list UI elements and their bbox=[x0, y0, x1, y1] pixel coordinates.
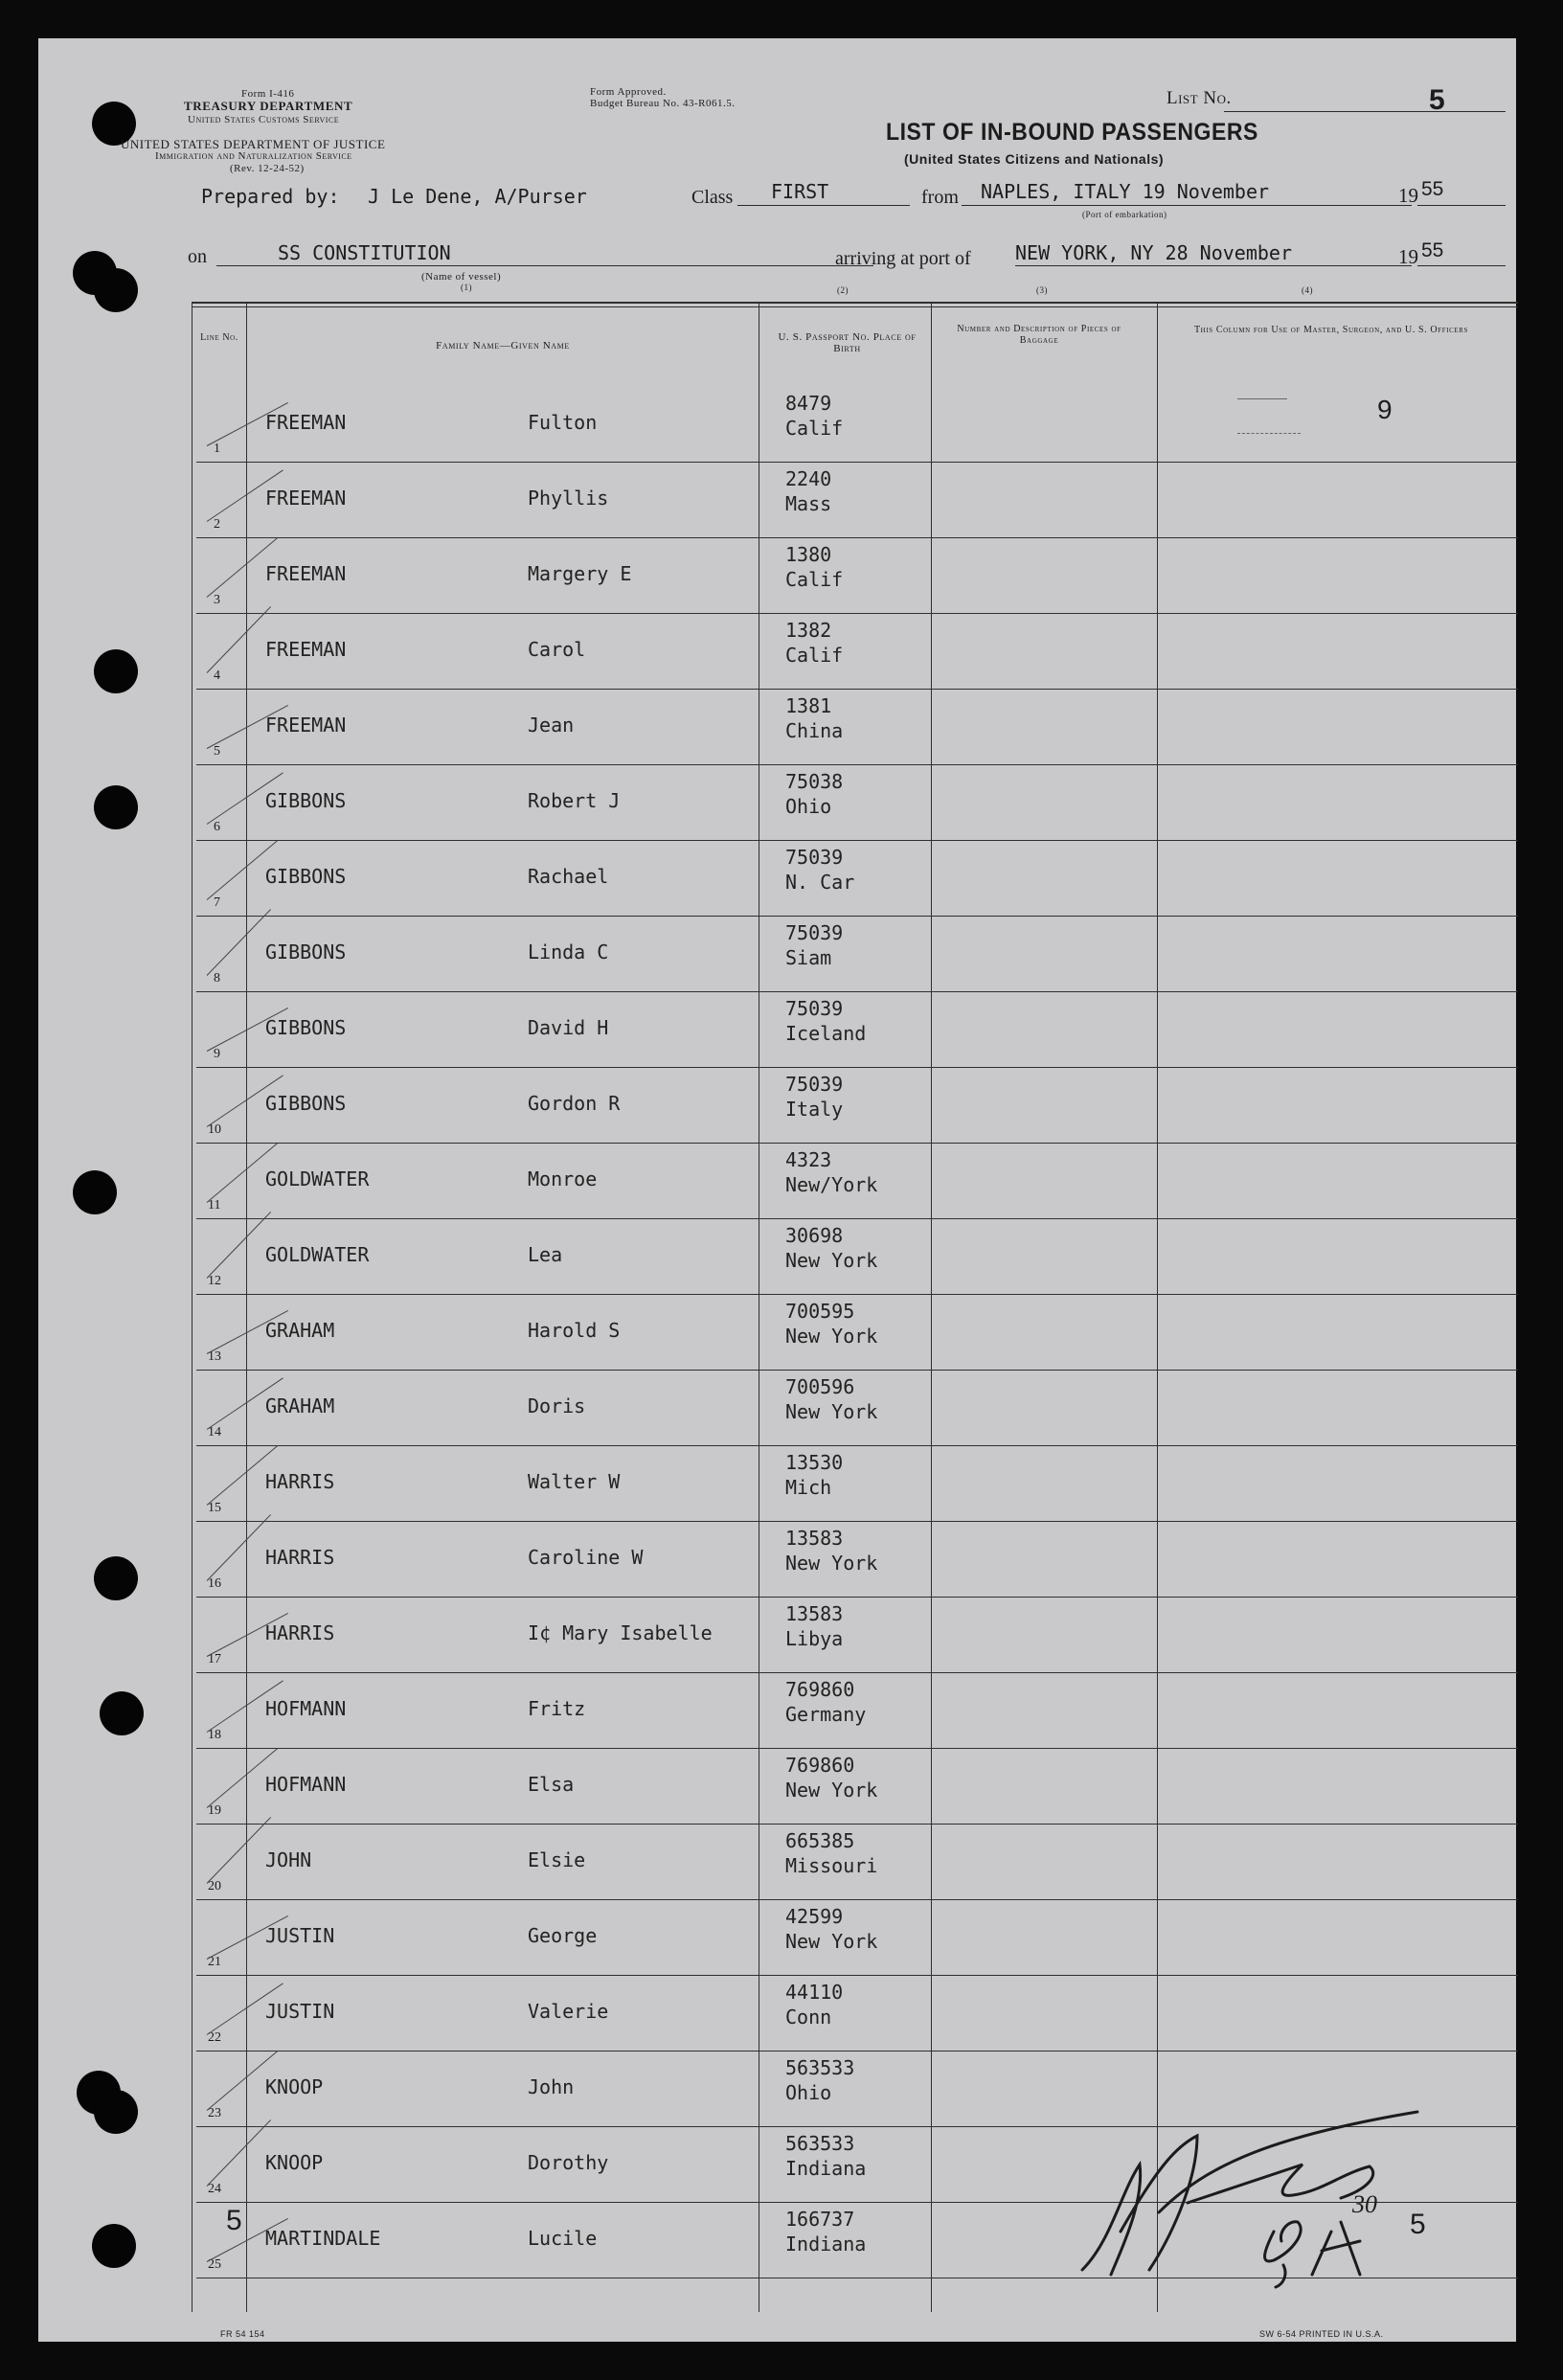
column-number: (4) bbox=[1302, 285, 1313, 295]
class-label: Class bbox=[691, 187, 734, 208]
line-number: 17 bbox=[208, 1652, 221, 1666]
line-number: 8 bbox=[214, 971, 220, 986]
place-of-birth: New York bbox=[785, 1325, 878, 1348]
family-name: FREEMAN bbox=[265, 487, 347, 510]
row-divider bbox=[196, 1067, 1518, 1068]
col-header-passport: U. S. Passport No. Place of Birth bbox=[778, 331, 917, 354]
line-number: 16 bbox=[208, 1576, 221, 1591]
arriving-label: arriving at port of bbox=[835, 248, 971, 269]
row-divider bbox=[196, 1748, 1518, 1749]
place-of-birth: Indiana bbox=[785, 2157, 867, 2180]
given-name: Caroline W bbox=[528, 1546, 644, 1569]
line-number: 20 bbox=[208, 1879, 221, 1893]
vessel-name: SS CONSTITUTION bbox=[278, 241, 451, 264]
passport-number: 75039 bbox=[785, 846, 844, 869]
vessel-caption: (Name of vessel) bbox=[421, 271, 502, 283]
family-name: GRAHAM bbox=[265, 1319, 335, 1342]
passport-number: 665385 bbox=[785, 1829, 855, 1852]
given-name: Lea bbox=[528, 1243, 563, 1266]
given-name: Gordon R bbox=[528, 1092, 621, 1115]
place-of-birth: Calif bbox=[785, 417, 844, 440]
place-of-birth: New York bbox=[785, 1779, 878, 1802]
line-number: 2 bbox=[214, 517, 220, 532]
passport-number: 75039 bbox=[785, 1073, 844, 1096]
row-divider bbox=[196, 537, 1518, 538]
passport-number: 769860 bbox=[785, 1754, 855, 1777]
col-header-baggage: Number and Description of Pieces of Baggage bbox=[957, 324, 1121, 346]
place-of-birth: Ohio bbox=[785, 795, 832, 818]
from-label: from bbox=[921, 187, 959, 208]
line-number: 21 bbox=[208, 1955, 221, 1969]
passport-number: 30698 bbox=[785, 1224, 844, 1247]
arrival-year-prefix: 19 bbox=[1398, 245, 1418, 268]
given-name: Fritz bbox=[528, 1697, 586, 1720]
place-of-birth: Calif bbox=[785, 644, 844, 667]
column-divider bbox=[931, 303, 932, 2312]
officer-mark: 9 bbox=[1377, 395, 1393, 424]
row-divider bbox=[196, 916, 1518, 917]
page-count-right: 5 bbox=[1410, 2209, 1426, 2240]
page-count-left: 5 bbox=[226, 2205, 242, 2236]
check-mark bbox=[207, 1212, 271, 1279]
place-of-birth: Indiana bbox=[785, 2233, 867, 2255]
row-divider bbox=[196, 1899, 1518, 1900]
row-divider bbox=[196, 1597, 1518, 1598]
row-divider bbox=[196, 1143, 1518, 1144]
place-of-birth: Calif bbox=[785, 568, 844, 591]
punch-hole bbox=[94, 649, 138, 693]
row-divider bbox=[196, 840, 1518, 841]
given-name: Robert J bbox=[528, 789, 621, 812]
passport-number: 13530 bbox=[785, 1451, 844, 1474]
table-top-border bbox=[192, 302, 1518, 304]
class-underline bbox=[737, 205, 910, 206]
form-number: Form I-416 bbox=[241, 88, 295, 100]
manifest-sheet bbox=[38, 38, 1516, 2342]
given-name: Margery E bbox=[528, 562, 632, 585]
line-number: 23 bbox=[208, 2106, 221, 2120]
check-mark bbox=[207, 2119, 271, 2187]
row-divider bbox=[196, 689, 1518, 690]
given-name: Jean bbox=[528, 714, 575, 737]
passport-number: 75038 bbox=[785, 770, 844, 793]
line-number: 4 bbox=[214, 669, 220, 683]
col-header-line-no: Line No. bbox=[200, 332, 238, 343]
column-number: (2) bbox=[837, 285, 849, 295]
given-name: Carol bbox=[528, 638, 586, 661]
given-name: David H bbox=[528, 1016, 609, 1039]
passport-number: 13583 bbox=[785, 1527, 844, 1550]
arrival-year: 55 bbox=[1421, 239, 1444, 261]
place-of-birth: Italy bbox=[785, 1098, 844, 1121]
family-name: GIBBONS bbox=[265, 1016, 347, 1039]
line-number: 5 bbox=[214, 744, 220, 759]
given-name: George bbox=[528, 1924, 598, 1947]
treasury-department: TREASURY DEPARTMENT bbox=[184, 99, 353, 113]
row-divider bbox=[196, 462, 1518, 463]
punch-hole bbox=[73, 1170, 117, 1214]
line-number: 6 bbox=[214, 820, 220, 834]
line-number: 3 bbox=[214, 593, 220, 607]
given-name: Linda C bbox=[528, 941, 609, 963]
passport-number: 44110 bbox=[785, 1981, 844, 2004]
column-divider bbox=[246, 303, 247, 2312]
place-of-birth: Iceland bbox=[785, 1022, 867, 1045]
place-of-birth: New York bbox=[785, 1552, 878, 1575]
given-name: Dorothy bbox=[528, 2151, 609, 2174]
list-no-label: List No. bbox=[1167, 88, 1232, 108]
budget-bureau: Budget Bureau No. 43-R061.5. bbox=[590, 98, 736, 109]
given-name: Valerie bbox=[528, 2000, 609, 2023]
family-name: GOLDWATER bbox=[265, 1167, 370, 1190]
family-name: FREEMAN bbox=[265, 638, 347, 661]
punch-hole bbox=[94, 2090, 138, 2134]
department-of-justice: UNITED STATES DEPARTMENT OF JUSTICE bbox=[121, 137, 386, 151]
place-of-birth: Siam bbox=[785, 946, 832, 969]
punch-hole bbox=[94, 785, 138, 829]
family-name: KNOOP bbox=[265, 2075, 324, 2098]
row-divider bbox=[196, 1445, 1518, 1446]
officer-scribble bbox=[1237, 398, 1287, 399]
row-divider bbox=[196, 764, 1518, 765]
family-name: HOFMANN bbox=[265, 1697, 347, 1720]
family-name: HARRIS bbox=[265, 1470, 335, 1493]
passport-number: 700595 bbox=[785, 1300, 855, 1323]
family-name: HARRIS bbox=[265, 1621, 335, 1644]
arrival-year-underline bbox=[1417, 265, 1506, 266]
given-name: Walter W bbox=[528, 1470, 621, 1493]
embarkation-caption: (Port of embarkation) bbox=[1082, 210, 1167, 219]
given-name: Elsa bbox=[528, 1773, 575, 1796]
line-number: 24 bbox=[208, 2182, 221, 2196]
footer-printed-in: SW 6-54 PRINTED IN U.S.A. bbox=[1259, 2329, 1384, 2339]
officer-scribble bbox=[1237, 433, 1301, 434]
vessel-underline bbox=[216, 265, 873, 266]
passport-number: 166737 bbox=[785, 2208, 855, 2231]
row-divider bbox=[196, 1824, 1518, 1825]
form-subtitle: (United States Citizens and Nationals) bbox=[904, 151, 1165, 167]
given-name: Rachael bbox=[528, 865, 609, 888]
port-of-embarkation: NAPLES, ITALY 19 November bbox=[981, 180, 1270, 203]
line-number: 13 bbox=[208, 1349, 221, 1364]
port-of-arrival: NEW YORK, NY 28 November bbox=[1015, 241, 1292, 264]
passport-number: 563533 bbox=[785, 2132, 855, 2155]
passport-number: 769860 bbox=[785, 1678, 855, 1701]
passport-number: 1382 bbox=[785, 619, 832, 642]
passport-number: 4323 bbox=[785, 1148, 832, 1171]
family-name: FREEMAN bbox=[265, 714, 347, 737]
family-name: GIBBONS bbox=[265, 789, 347, 812]
form-title: LIST OF IN-BOUND PASSENGERS bbox=[886, 119, 1258, 146]
column-divider bbox=[1157, 303, 1158, 2312]
passport-number: 700596 bbox=[785, 1375, 855, 1398]
passport-number: 8479 bbox=[785, 392, 832, 415]
check-mark bbox=[207, 1514, 271, 1581]
arrival-underline bbox=[1015, 265, 1412, 266]
family-name: JUSTIN bbox=[265, 1924, 335, 1947]
place-of-birth: Mass bbox=[785, 492, 832, 515]
family-name: GOLDWATER bbox=[265, 1243, 370, 1266]
list-no-underline bbox=[1224, 111, 1506, 112]
row-divider bbox=[196, 1975, 1518, 1976]
column-number: (3) bbox=[1036, 285, 1048, 295]
line-number: 11 bbox=[208, 1198, 221, 1213]
family-name: GRAHAM bbox=[265, 1394, 335, 1417]
from-year: 55 bbox=[1421, 178, 1444, 200]
family-name: GIBBONS bbox=[265, 941, 347, 963]
place-of-birth: Mich bbox=[785, 1476, 832, 1499]
passport-number: 563533 bbox=[785, 2056, 855, 2079]
family-name: KNOOP bbox=[265, 2151, 324, 2174]
row-divider bbox=[196, 1218, 1518, 1219]
line-number: 9 bbox=[214, 1047, 220, 1061]
passport-number: 75039 bbox=[785, 997, 844, 1020]
place-of-birth: China bbox=[785, 719, 844, 742]
punch-hole bbox=[100, 1691, 144, 1735]
col-header-officers: This Column for Use of Master, Surgeon, and U. S. Officers bbox=[1193, 325, 1469, 335]
passport-number: 75039 bbox=[785, 921, 844, 944]
row-divider bbox=[196, 1370, 1518, 1371]
given-name: I¢ Mary Isabelle bbox=[528, 1621, 713, 1644]
line-number: 25 bbox=[208, 2257, 221, 2272]
line-number: 12 bbox=[208, 1274, 221, 1288]
row-divider bbox=[196, 613, 1518, 614]
passport-number: 1380 bbox=[785, 543, 832, 566]
immigration-service: Immigration and Naturalization Service bbox=[155, 150, 352, 162]
given-name: Doris bbox=[528, 1394, 586, 1417]
from-underline bbox=[962, 205, 1412, 206]
on-label: on bbox=[188, 246, 207, 267]
given-name: Phyllis bbox=[528, 487, 609, 510]
given-name: Elsie bbox=[528, 1848, 586, 1871]
place-of-birth: Missouri bbox=[785, 1854, 878, 1877]
row-divider bbox=[196, 991, 1518, 992]
from-year-underline bbox=[1417, 205, 1506, 206]
given-name: John bbox=[528, 2075, 575, 2098]
from-year-prefix: 19 bbox=[1398, 184, 1418, 207]
family-name: MARTINDALE bbox=[265, 2227, 381, 2250]
place-of-birth: N. Car bbox=[785, 871, 855, 894]
punch-hole bbox=[94, 1556, 138, 1600]
check-mark bbox=[207, 1817, 271, 1884]
row-divider bbox=[196, 1521, 1518, 1522]
punch-hole bbox=[94, 268, 138, 312]
line-number: 7 bbox=[214, 895, 220, 910]
revision-date: (Rev. 12-24-52) bbox=[230, 163, 305, 174]
given-name: Monroe bbox=[528, 1167, 598, 1190]
place-of-birth: New York bbox=[785, 1400, 878, 1423]
given-name: Harold S bbox=[528, 1319, 621, 1342]
form-approved: Form Approved. bbox=[590, 86, 667, 98]
line-number: 10 bbox=[208, 1122, 221, 1137]
list-no-value: 5 bbox=[1429, 84, 1445, 116]
family-name: JOHN bbox=[265, 1848, 312, 1871]
family-name: HARRIS bbox=[265, 1546, 335, 1569]
line-number: 15 bbox=[208, 1501, 221, 1515]
col-header-name: Family Name—Given Name bbox=[436, 340, 570, 351]
family-name: GIBBONS bbox=[265, 1092, 347, 1115]
place-of-birth: Germany bbox=[785, 1703, 867, 1726]
customs-service: United States Customs Service bbox=[188, 114, 340, 125]
passport-number: 42599 bbox=[785, 1905, 844, 1928]
line-number: 14 bbox=[208, 1425, 221, 1439]
line-number: 19 bbox=[208, 1803, 221, 1818]
table-top-border bbox=[192, 306, 1518, 307]
family-name: FREEMAN bbox=[265, 411, 347, 434]
class-value: FIRST bbox=[771, 180, 829, 203]
column-number: (1) bbox=[461, 283, 472, 292]
passport-number: 13583 bbox=[785, 1602, 844, 1625]
check-mark bbox=[207, 909, 271, 976]
family-name: GIBBONS bbox=[265, 865, 347, 888]
place-of-birth: Ohio bbox=[785, 2081, 832, 2104]
place-of-birth: Libya bbox=[785, 1627, 844, 1650]
line-number: 18 bbox=[208, 1728, 221, 1742]
given-name: Fulton bbox=[528, 411, 598, 434]
line-number: 1 bbox=[214, 442, 220, 456]
officer-signature bbox=[1053, 2107, 1456, 2289]
prepared-by-value: J Le Dene, A/Purser bbox=[368, 185, 587, 208]
place-of-birth: Conn bbox=[785, 2006, 832, 2029]
row-divider bbox=[196, 1294, 1518, 1295]
family-name: JUSTIN bbox=[265, 2000, 335, 2023]
given-name: Lucile bbox=[528, 2227, 598, 2250]
passport-number: 1381 bbox=[785, 694, 832, 717]
signature-number: 30 bbox=[1352, 2190, 1377, 2218]
family-name: HOFMANN bbox=[265, 1773, 347, 1796]
line-number: 22 bbox=[208, 2030, 221, 2045]
row-divider bbox=[196, 1672, 1518, 1673]
punch-hole bbox=[92, 2224, 136, 2268]
check-mark bbox=[207, 606, 271, 673]
family-name: FREEMAN bbox=[265, 562, 347, 585]
place-of-birth: New York bbox=[785, 1249, 878, 1272]
prepared-by-label: Prepared by: bbox=[201, 185, 340, 208]
passport-number: 2240 bbox=[785, 467, 832, 490]
place-of-birth: New/York bbox=[785, 1173, 878, 1196]
footer-form-code: FR 54 154 bbox=[220, 2329, 265, 2339]
place-of-birth: New York bbox=[785, 1930, 878, 1953]
column-divider bbox=[192, 303, 193, 2312]
